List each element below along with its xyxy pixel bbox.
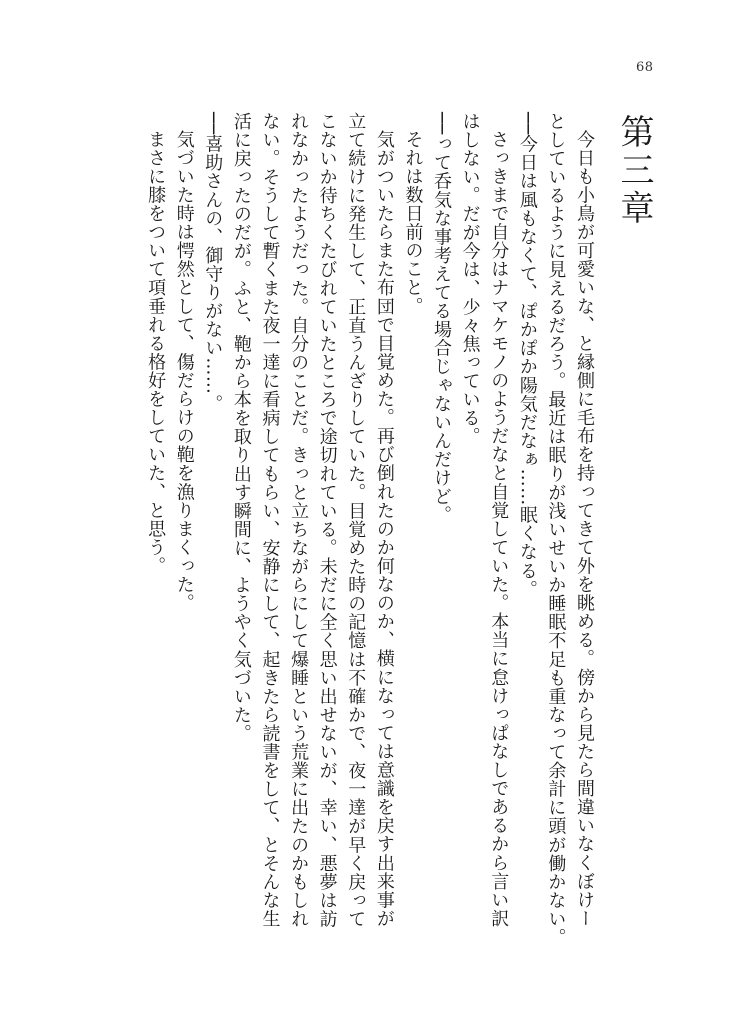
paragraph-line-1: 今日も小鳥が可愛いな、と縁側に毛布を持ってきて外を眺める。傍から見たら間違いなくぼけー (574, 130, 595, 928)
paragraph-line-13: まさに膝をついて項垂れる格好をしていた、と思う。 (145, 130, 167, 576)
paragraph-line-11: 活に戻ったのだが。ふと、鞄から本を取り出す瞬間に、ようやく気づいた。 (230, 112, 252, 743)
dialogue-line-3: ──喜助さんの、御守りがない……。 (202, 112, 224, 414)
paragraph-line-6: 気がついたらまた布団で目覚めた。再び倒れたのか何なのか、横になっては意識を戻す出来事が (373, 130, 395, 928)
paragraph-line-2: としているように見えるだろう。最近は眠りが浅いせいか睡眠不足も重なって余計に頭が働かない。 (545, 112, 567, 947)
paragraph-line-12: 気づいた時は愕然として、傷だらけの鞄を漁りまくった。 (173, 130, 195, 613)
body-text (138, 112, 598, 972)
paragraph-line-8: こないか待ちくたびれていたところで途切れている。未だに全く思い出せないが、幸い、悪夢は訪 (316, 112, 338, 929)
paragraph-line-3: さっきまで自分はナマケモノのようだなと自覚していた。本当に怠けっぱなしであるから言い訳 (488, 130, 510, 928)
paragraph-line-9: れなかったようだった。自分のことだ。きっと立ちながらにして爆睡という荒業に出たのかもしれ (288, 112, 310, 929)
chapter-title: 第三章 (614, 114, 654, 228)
paragraph-line-4: はしない。だが今は、少々焦っている。 (459, 112, 481, 446)
dialogue-line-2: ──って呑気な事考えてる場合じゃないんだけど。 (431, 112, 453, 525)
paragraph-line-10: ない。そうして暫くまた夜一達に看病してもらい、安静にして、起きたら読書をして、とそんな生 (259, 112, 281, 929)
page-number: 68 (636, 60, 654, 75)
paragraph-line-5: それは数日前のこと。 (402, 130, 424, 316)
paragraph-line-7: 立て続けに発生して、正直うんざりしていた。目覚めた時の記憶は不確かで、夜一達が早く戻って (345, 112, 367, 929)
dialogue-line-1: ──今日は風もなくて、ぽかぽか陽気だなぁ……眠くなる。 (516, 112, 538, 599)
